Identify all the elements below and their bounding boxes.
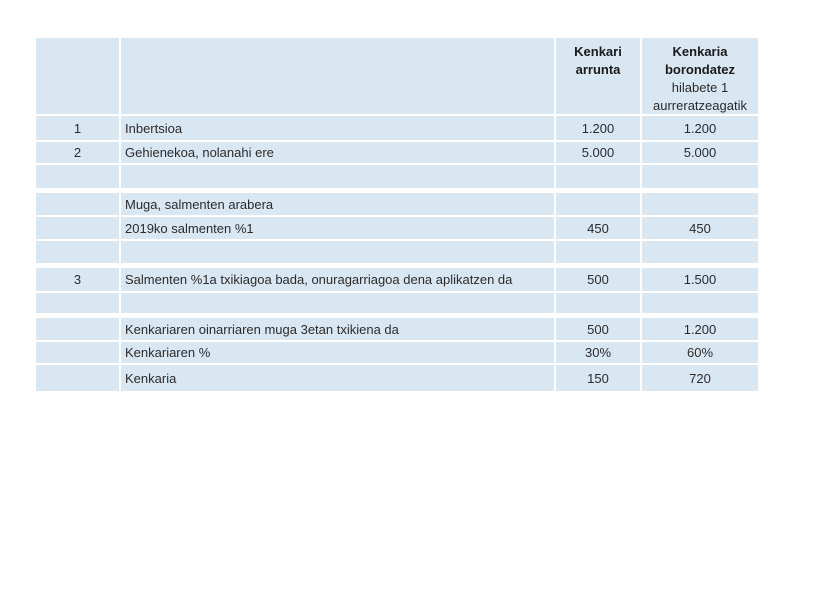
table-row bbox=[36, 142, 758, 163]
value-cell-kenkaria-borondatez bbox=[642, 241, 758, 263]
row-label-cell bbox=[121, 293, 554, 313]
value-cell-kenkari-arrunta: 150 bbox=[556, 365, 640, 391]
header-cell-kenkari-arrunta bbox=[556, 38, 640, 114]
table-row-empty bbox=[36, 293, 758, 313]
deduction-table bbox=[36, 38, 758, 391]
row-number-cell: 3 bbox=[36, 268, 119, 291]
value-cell-kenkari-arrunta: 500 bbox=[556, 268, 640, 291]
value-cell-kenkaria-borondatez: 450 bbox=[642, 217, 758, 239]
row-number-cell bbox=[36, 217, 119, 239]
value-cell-kenkari-arrunta bbox=[556, 293, 640, 313]
value-cell-kenkari-arrunta bbox=[556, 241, 640, 263]
header-cell-kenkaria-borondatez bbox=[642, 38, 758, 114]
header-kenkari-arrunta-label: Kenkari arrunta bbox=[574, 44, 622, 77]
value-cell-kenkari-arrunta: 500 bbox=[556, 318, 640, 340]
table-row bbox=[36, 268, 758, 291]
value-cell-kenkari-arrunta bbox=[556, 165, 640, 188]
value-cell-kenkari-arrunta: 450 bbox=[556, 217, 640, 239]
row-label-cell: Kenkariaren oinarriaren muga 3etan txikiena da bbox=[121, 318, 554, 340]
row-number-cell bbox=[36, 365, 119, 391]
value-cell-kenkaria-borondatez: 1.200 bbox=[642, 318, 758, 340]
row-label-cell bbox=[121, 165, 554, 188]
value-cell-kenkaria-borondatez: 5.000 bbox=[642, 142, 758, 163]
value-cell-kenkari-arrunta: 1.200 bbox=[556, 116, 640, 140]
header-cell-description bbox=[121, 38, 554, 114]
row-label-cell: 2019ko salmenten %1 bbox=[121, 217, 554, 239]
row-label-cell: Kenkaria bbox=[121, 365, 554, 391]
table-row bbox=[36, 342, 758, 363]
value-cell-kenkaria-borondatez: 720 bbox=[642, 365, 758, 391]
row-number-cell bbox=[36, 241, 119, 263]
header-cell-number bbox=[36, 38, 119, 114]
value-cell-kenkaria-borondatez: 1.200 bbox=[642, 116, 758, 140]
row-number-cell bbox=[36, 193, 119, 215]
table-row-empty bbox=[36, 241, 758, 263]
header-kenkaria-borondatez-label: Kenkaria borondatez hilabete 1 aurreratzeagatik bbox=[653, 44, 747, 113]
table-row bbox=[36, 318, 758, 340]
row-label-cell bbox=[121, 241, 554, 263]
row-label-cell: Gehienekoa, nolanahi ere bbox=[121, 142, 554, 163]
row-number-cell bbox=[36, 342, 119, 363]
row-number-cell: 1 bbox=[36, 116, 119, 140]
table-row bbox=[36, 365, 758, 391]
row-number-cell bbox=[36, 165, 119, 188]
table-row bbox=[36, 217, 758, 239]
row-label-cell: Muga, salmenten arabera bbox=[121, 193, 554, 215]
value-cell-kenkaria-borondatez: 60% bbox=[642, 342, 758, 363]
value-cell-kenkari-arrunta bbox=[556, 193, 640, 215]
table-row bbox=[36, 193, 758, 215]
table-row bbox=[36, 116, 758, 140]
value-cell-kenkaria-borondatez bbox=[642, 165, 758, 188]
value-cell-kenkaria-borondatez: 1.500 bbox=[642, 268, 758, 291]
row-number-cell bbox=[36, 293, 119, 313]
table-header-row bbox=[36, 38, 758, 114]
row-label-cell: Inbertsioa bbox=[121, 116, 554, 140]
value-cell-kenkari-arrunta: 30% bbox=[556, 342, 640, 363]
value-cell-kenkaria-borondatez bbox=[642, 293, 758, 313]
row-label-cell: Kenkariaren % bbox=[121, 342, 554, 363]
row-label-cell: Salmenten %1a txikiagoa bada, onuragarriagoa dena aplikatzen da bbox=[121, 268, 554, 291]
row-number-cell: 2 bbox=[36, 142, 119, 163]
table-row-empty bbox=[36, 165, 758, 188]
value-cell-kenkari-arrunta: 5.000 bbox=[556, 142, 640, 163]
value-cell-kenkaria-borondatez bbox=[642, 193, 758, 215]
row-number-cell bbox=[36, 318, 119, 340]
